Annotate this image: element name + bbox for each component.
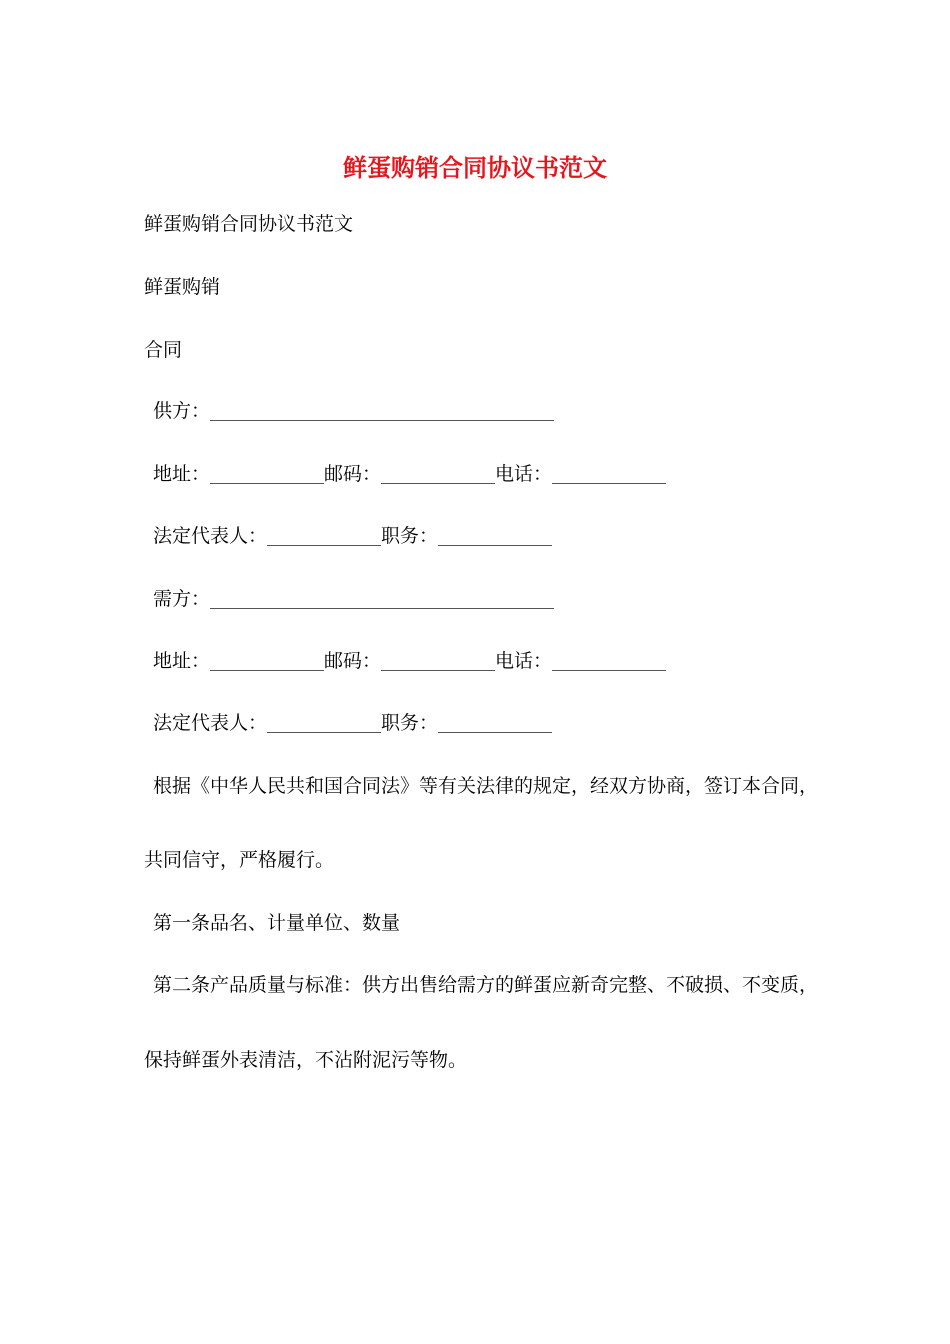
heading-line-1: 鲜蛋购销	[144, 276, 221, 298]
buyer-rep-blank	[267, 712, 381, 733]
article-2-line-1: 第二条产品质量与标准：供方出售给需方的鲜蛋应新奇完整、不破损、不变质，	[153, 974, 819, 996]
buyer-party-row	[153, 585, 554, 613]
supplier-address-blank	[210, 463, 324, 484]
supplier-contact-row	[153, 460, 666, 488]
document-title: 鲜蛋购销合同协议书范文	[343, 153, 607, 182]
preamble-line-2: 共同信守，严格履行。	[144, 849, 335, 871]
buyer-postcode-blank	[381, 650, 495, 671]
buyer-address-blank	[210, 650, 324, 671]
buyer-phone-label: 电话：	[495, 650, 553, 672]
supplier-postcode-blank	[381, 463, 495, 484]
supplier-rep-blank	[267, 525, 381, 546]
subtitle-line: 鲜蛋购销合同协议书范文	[144, 213, 354, 235]
buyer-name-blank	[210, 588, 554, 609]
buyer-position-label: 职务：	[381, 712, 439, 734]
buyer-party-label: 需方：	[153, 588, 211, 610]
supplier-position-blank	[438, 525, 552, 546]
supplier-phone-label: 电话：	[495, 463, 553, 485]
buyer-rep-label: 法定代表人：	[153, 712, 268, 734]
buyer-contact-row	[153, 647, 666, 675]
article-1: 第一条品名、计量单位、数量	[153, 912, 401, 934]
supplier-postcode-label: 邮码：	[324, 463, 382, 485]
buyer-rep-row	[153, 709, 552, 737]
supplier-phone-blank	[552, 463, 666, 484]
supplier-party-label: 供方：	[153, 400, 211, 422]
buyer-address-label: 地址：	[153, 650, 211, 672]
buyer-position-blank	[438, 712, 552, 733]
heading-line-2: 合同	[144, 339, 183, 361]
buyer-postcode-label: 邮码：	[324, 650, 382, 672]
supplier-name-blank	[210, 400, 554, 421]
supplier-party-row	[153, 397, 554, 425]
supplier-address-label: 地址：	[153, 463, 211, 485]
buyer-phone-blank	[552, 650, 666, 671]
supplier-position-label: 职务：	[381, 525, 439, 547]
supplier-rep-row	[153, 522, 552, 550]
supplier-rep-label: 法定代表人：	[153, 525, 268, 547]
article-2-line-2: 保持鲜蛋外表清洁，不沾附泥污等物。	[144, 1049, 468, 1071]
preamble-line-1: 根据《中华人民共和国合同法》等有关法律的规定，经双方协商，签订本合同，	[153, 775, 819, 797]
